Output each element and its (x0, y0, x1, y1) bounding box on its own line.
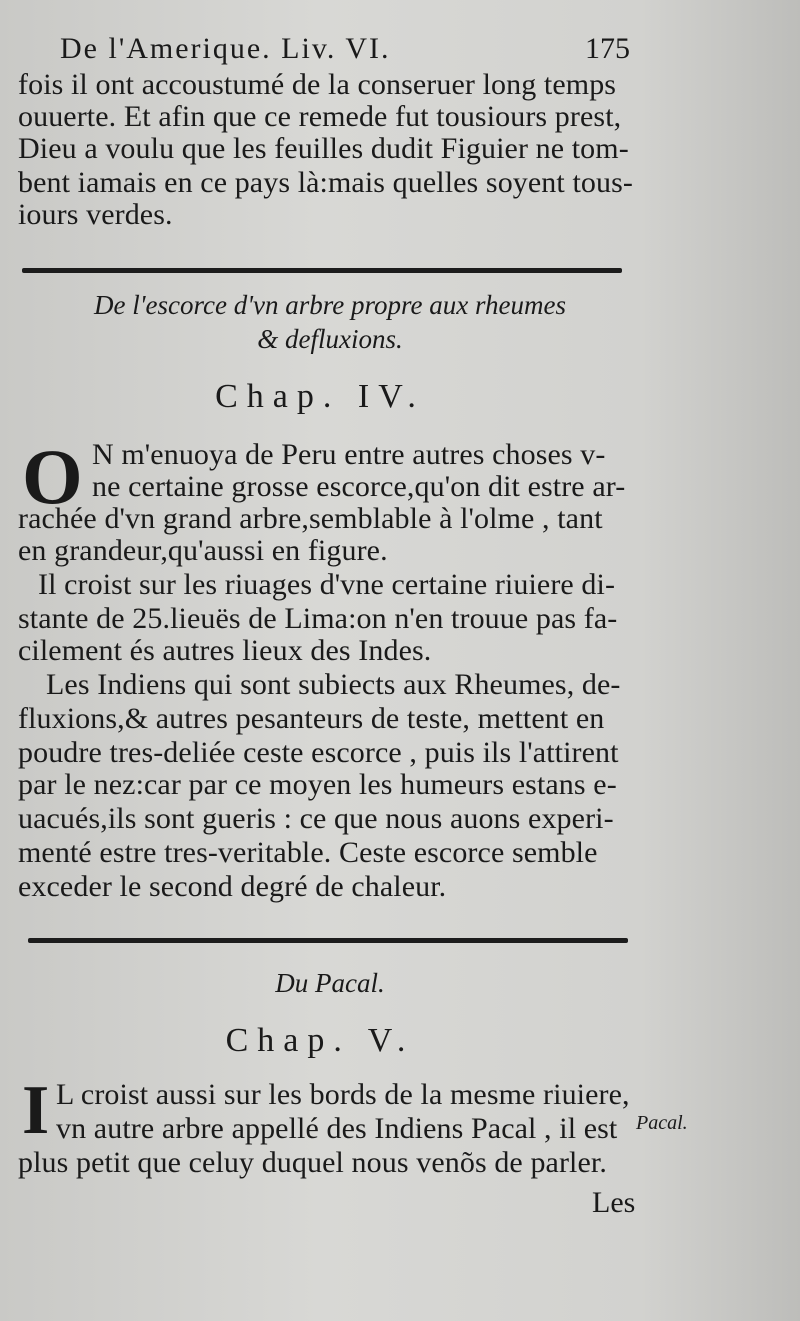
text-line: rachée d'vn grand arbre,semblable à l'olme , tant (18, 502, 603, 535)
text-line: N m'enuoya de Peru entre autres choses v- (92, 438, 606, 471)
running-title: De l'Amerique. Liv. VI. (60, 32, 391, 65)
text-line: stante de 25.lieuës de Lima:on n'en trouue pas fa- (18, 602, 618, 635)
text-line: plus petit que celuy duquel nous venõs de parler. (18, 1146, 607, 1179)
text-line: uacués,ils sont gueris : ce que nous auons experi- (18, 802, 614, 835)
chapter-title: De l'escorce d'vn arbre propre aux rheumes (94, 290, 566, 320)
drop-cap: O (22, 433, 83, 520)
text-line: cilement és autres lieux des Indes. (18, 634, 432, 667)
text-line: fluxions,& autres pesanteurs de teste, mettent en (18, 702, 605, 735)
text-line: iours verdes. (18, 198, 173, 231)
text-line: menté estre tres-veritable. Ceste escorce semble (18, 836, 598, 869)
chapter-title: Du Pacal. (275, 968, 385, 998)
section-divider (22, 268, 622, 273)
text-line: ouuerte. Et afin que ce remede fut tousiours prest, (18, 100, 622, 133)
section-divider (28, 938, 628, 943)
chapter-title: & defluxions. (257, 324, 403, 354)
text-line: ne certaine grosse escorce,qu'on dit estre ar- (92, 470, 626, 503)
text-line: vn autre arbre appellé des Indiens Pacal , il est (56, 1112, 618, 1145)
chapter-heading: Chap. IV. (215, 378, 425, 415)
text-line: L croist aussi sur les bords de la mesme riuiere, (56, 1078, 630, 1111)
chapter-heading: Chap. V. (225, 1022, 415, 1059)
catchword: Les (592, 1186, 636, 1219)
text-line: Dieu a voulu que les feuilles dudit Figuier ne tom- (18, 132, 629, 165)
running-header (60, 32, 630, 66)
text-line: en grandeur,qu'aussi en figure. (18, 534, 388, 567)
text-line: fois il ont accoustumé de la conseruer long temps (18, 68, 617, 101)
text-line: Les Indiens qui sont subiects aux Rheumes, de- (46, 668, 621, 701)
text-line: par le nez:car par ce moyen les humeurs estans e- (18, 768, 617, 801)
page-number: 175 (585, 32, 630, 65)
text-line: exceder le second degré de chaleur. (18, 870, 447, 903)
text-line: bent iamais en ce pays là:mais quelles soyent tous- (18, 166, 633, 199)
drop-cap: I (22, 1072, 50, 1149)
margin-note: Pacal. (636, 1112, 688, 1134)
text-line: Il croist sur les riuages d'vne certaine riuiere di- (38, 568, 616, 601)
text-line: poudre tres-deliée ceste escorce , puis ils l'attirent (18, 736, 619, 769)
